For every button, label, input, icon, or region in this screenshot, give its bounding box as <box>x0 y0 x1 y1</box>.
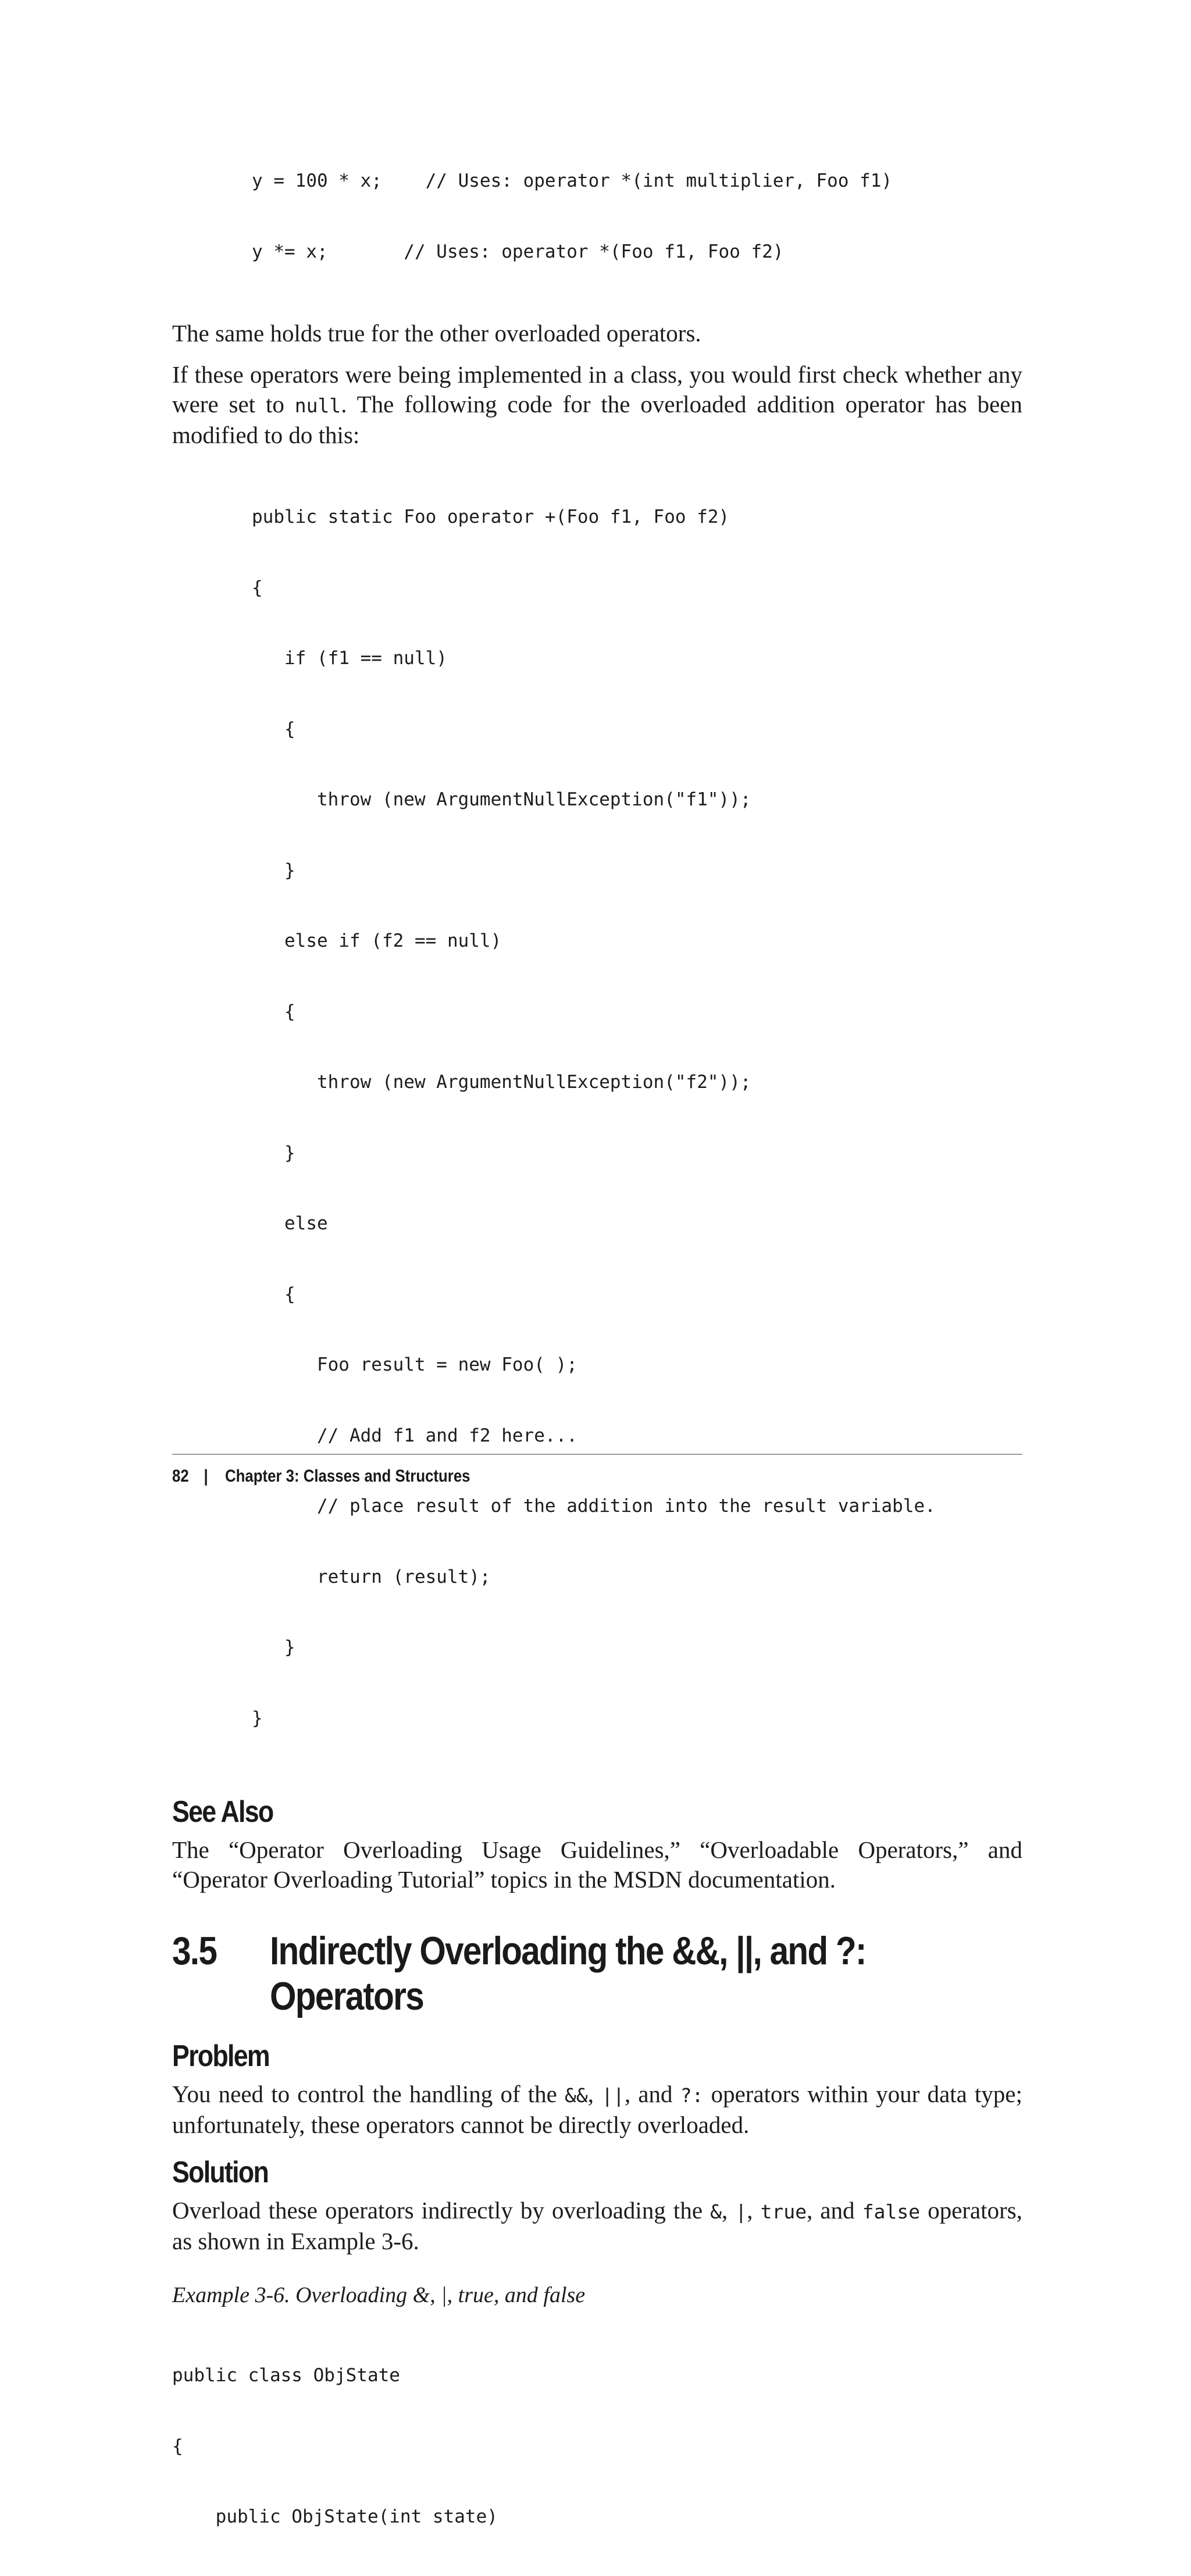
code-line: Foo result = new Foo( ); <box>252 1354 577 1375</box>
page-footer <box>172 1454 1022 1486</box>
code-line: else if (f2 == null) <box>252 930 502 951</box>
inline-code: true <box>760 2200 807 2223</box>
code-line: throw (new ArgumentNullException("f1")); <box>252 789 751 810</box>
code-block-addition-operator <box>252 458 1022 1777</box>
inline-code: & <box>710 2200 722 2223</box>
code-line: { <box>252 718 295 740</box>
code-line: } <box>252 859 295 881</box>
inline-code: | <box>735 2200 747 2223</box>
code-line: throw (new ArgumentNullException("f2")); <box>252 1072 751 1093</box>
code-line: { <box>252 577 263 598</box>
paragraph-text: Overload these operators indirectly by overloading the <box>172 2197 711 2224</box>
code-line: return (result); <box>252 1566 491 1587</box>
paragraph-text: . The following code for the overloaded addition operator has been modified to do this: <box>172 391 1022 448</box>
section-heading <box>172 1928 1022 2019</box>
inline-code: null <box>294 394 341 417</box>
inline-code: || <box>601 2084 625 2107</box>
code-line: // place result of the addition into the result variable. <box>252 1496 936 1517</box>
paragraph-text: , <box>587 2081 602 2107</box>
paragraph-text: , <box>722 2197 736 2224</box>
code-line: } <box>252 1142 295 1164</box>
inline-code: false <box>862 2200 921 2223</box>
inline-code: ?: <box>680 2084 704 2107</box>
code-block-example <box>172 2317 1022 2576</box>
code-line: { <box>252 1001 295 1022</box>
code-line: { <box>252 1283 295 1305</box>
problem-text <box>172 2079 1022 2140</box>
chapter-title: Chapter 3: Classes and Structures <box>224 1467 470 1486</box>
code-line: public ObjState(int state) <box>172 2506 498 2527</box>
code-line: if (f1 == null) <box>252 648 447 669</box>
solution-heading: Solution <box>172 2156 269 2189</box>
code-line: // Add f1 and f2 here... <box>252 1425 577 1446</box>
code-line: { <box>172 2435 183 2457</box>
paragraph-text: If these operators were being implemented in a class, you would first check whether any were set to <box>172 361 1022 418</box>
paragraph-text: , <box>747 2197 761 2224</box>
section-title: Indirectly Overloading the &&, ||, and ?: Operators <box>270 1929 866 2018</box>
code-block-top <box>252 122 1022 311</box>
solution-text <box>172 2196 1022 2256</box>
code-line: } <box>252 1707 263 1729</box>
problem-heading: Problem <box>172 2039 269 2073</box>
paragraph-null-check <box>172 360 1022 450</box>
code-line: else <box>252 1213 328 1234</box>
paragraph-text: operators, as shown in Example 3-6. <box>172 2197 1022 2254</box>
page-body <box>172 110 1022 2576</box>
code-line: y *= x; // Uses: operator *(Foo f1, Foo f2) <box>252 241 784 262</box>
paragraph-overloaded-operators: The same holds true for the other overloaded operators. <box>172 320 701 347</box>
footer-divider <box>172 1454 1022 1455</box>
see-also-heading: See Also <box>172 1795 273 1829</box>
code-line: } <box>252 1637 295 1658</box>
page-number: 82 <box>172 1467 189 1486</box>
see-also-text: The “Operator Overloading Usage Guidelines,” “Overloadable Operators,” and “Operator Overloading Tutorial” topics in the MSDN documentation. <box>172 1836 1022 1893</box>
code-line: public class ObjState <box>172 2365 400 2386</box>
inline-code: && <box>565 2084 588 2107</box>
example-caption: Example 3-6. Overloading &, |, true, and false <box>172 2283 586 2307</box>
footer-text <box>172 1467 903 1486</box>
section-number: 3.5 <box>172 1929 217 1973</box>
footer-separator: | <box>204 1467 208 1486</box>
paragraph-text: , and <box>624 2081 680 2107</box>
code-line: public static Foo operator +(Foo f1, Foo f2) <box>252 506 730 527</box>
paragraph-text: operators within your data type; unfortunately, these operators cannot be directly overloaded. <box>172 2081 1022 2138</box>
paragraph-text: , and <box>807 2197 862 2224</box>
paragraph-text: You need to control the handling of the <box>172 2081 565 2107</box>
code-line: y = 100 * x; // Uses: operator *(int multiplier, Foo f1) <box>252 170 893 191</box>
